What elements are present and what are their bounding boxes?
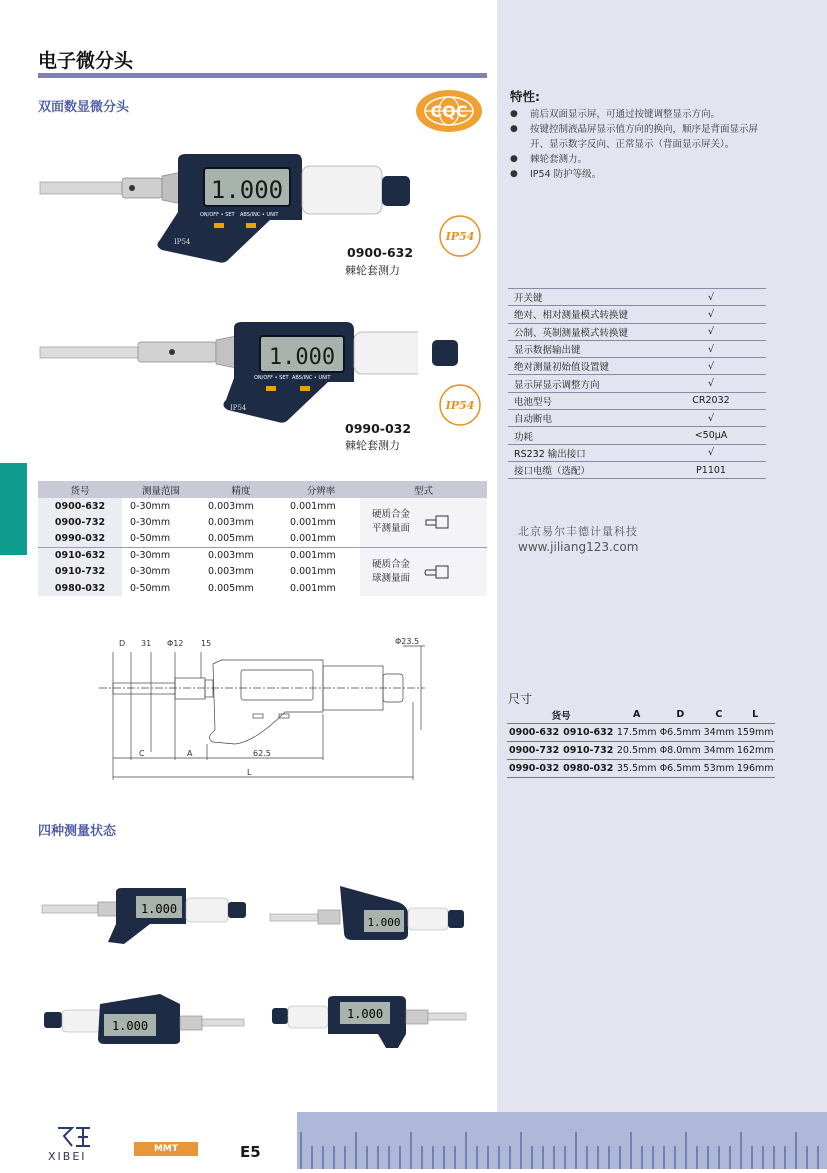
table-row: 0990-032 0-50mm 0.005mm 0.001mm — [38, 530, 487, 547]
table-row: 0900-732 0-30mm 0.003mm 0.001mm — [38, 514, 487, 530]
table-row: 0900-732 0910-732 20.5mm Φ8.0mm 34mm 162mm — [507, 742, 775, 760]
table-row: 0990-032 0980-032 35.5mm Φ6.5mm 53mm 196mm — [507, 760, 775, 778]
spec-row: 功耗 <50μA — [508, 427, 766, 444]
btn-label-1b: ABS/INC • UNIT — [240, 212, 279, 218]
spec-row: 绝对、相对测量模式转换键 √ — [508, 306, 766, 323]
title-rule — [38, 73, 487, 78]
feature-item: ● 棘轮套测力。 — [510, 154, 588, 165]
xibei-logo-icon — [54, 1124, 94, 1150]
dim-label-phi235: Φ23.5 — [395, 637, 420, 646]
small-display-3: 1.000 — [111, 1019, 149, 1033]
page-title: 电子微分头 — [38, 50, 134, 72]
dim-label-phi12: Φ12 — [167, 639, 184, 648]
dim-label-C: C — [139, 749, 145, 758]
type-ball: 硬质合金 球测量面 — [360, 547, 487, 596]
watermark-url: www.jiliang123.com — [518, 540, 639, 554]
state-image-4 — [268, 992, 470, 1050]
xibei-brand: XIBEI — [48, 1150, 87, 1163]
ip54-text-2: IP54 — [445, 399, 475, 412]
feature-item: ● 前后双面显示屏，可通过按键调整显示方向。 — [510, 109, 721, 120]
spec-row: 接口电缆（选配） P1101 — [508, 461, 766, 478]
spec-row: 电池型号 CR2032 — [508, 392, 766, 409]
dim-label-L: L — [247, 768, 252, 777]
dim-label-31: 31 — [141, 639, 152, 648]
features-list — [510, 107, 760, 182]
cqc-logo — [414, 88, 484, 134]
product-2-thimble — [430, 338, 458, 368]
ip-label-2: IP54 — [230, 404, 247, 412]
spec-table — [508, 288, 766, 479]
page-number: E5 — [240, 1143, 261, 1161]
ip-label-1: IP54 — [174, 238, 191, 246]
table-row: 0900-632 0-30mm 0.003mm 0.001mm 硬质合金 平测量面 — [38, 498, 487, 514]
cqc-text: CQC — [430, 102, 468, 121]
spec-row: 显示数据输出键 √ — [508, 340, 766, 357]
dim-label-15: 15 — [201, 639, 212, 648]
dim-label-D: D — [119, 639, 126, 648]
spec-row: 绝对测量初始值设置键 √ — [508, 358, 766, 375]
small-display-2: 1.000 — [367, 916, 401, 929]
small-display-1: 1.000 — [140, 902, 178, 916]
ip54-text-1: IP54 — [445, 230, 475, 243]
spec-row: 开关键 √ — [508, 289, 766, 306]
dimensions-title: 尺寸 — [508, 692, 533, 706]
spec-row: 公制、英制测量模式转换键 √ — [508, 323, 766, 340]
feature-item: ● IP54 防护等级。 — [510, 169, 602, 180]
state-image-3 — [40, 990, 250, 1048]
dim-label-A: A — [187, 749, 193, 758]
table-row: 0910-732 0-30mm 0.003mm 0.001mm — [38, 564, 487, 580]
state-image-2 — [268, 880, 470, 942]
feature-item: ● 按键控制液晶屏显示值方向的换向，顺序是背面显示屏开、显示数字反向、正常显示（背面显示屏关）。 — [510, 124, 759, 150]
table-row: 0910-632 0-30mm 0.003mm 0.001mm 硬质合金 球测量面 — [38, 547, 487, 564]
spec-row: 自动断电 √ — [508, 410, 766, 427]
product-image-2 — [38, 316, 418, 426]
dim-label-625: 62.5 — [253, 749, 271, 758]
footer-ruler — [297, 1112, 827, 1169]
mmt-logo: MMT — [134, 1142, 198, 1156]
dimensions-table — [507, 706, 775, 778]
display-2: 1.000 — [268, 345, 336, 370]
ruler-ticks — [297, 1112, 827, 1169]
dimension-drawing — [95, 630, 435, 790]
watermark-company: 北京易尔丰德计量科技 — [518, 525, 638, 538]
type-flat: 硬质合金 平测量面 — [360, 498, 487, 547]
ball-face-icon — [424, 564, 452, 580]
section-four-states: 四种测量状态 — [38, 824, 117, 839]
btn-label-2b: ABS/INC • UNIT — [292, 375, 331, 381]
btn-label-1a: ON/OFF • SET — [200, 212, 235, 218]
display-1: 1.000 — [210, 176, 284, 204]
ip54-badge-1 — [436, 214, 484, 258]
section-dual-display: 双面数显微分头 — [38, 100, 130, 115]
model-table — [38, 481, 487, 596]
btn-label-2a: ON/OFF • SET — [254, 375, 289, 381]
side-tab — [0, 463, 27, 555]
spec-row: RS232 输出接口 √ — [508, 444, 766, 461]
features-title: 特性: — [510, 89, 540, 104]
spec-row: 显示屏显示调整方向 √ — [508, 375, 766, 392]
table-header: 货号 测量范围 精度 分辨率 型式 — [38, 481, 487, 498]
state-image-1 — [40, 884, 250, 946]
model-2: 0990-032 — [345, 421, 412, 436]
table-row: 0900-632 0910-632 17.5mm Φ6.5mm 34mm 159mm — [507, 724, 775, 742]
table-row: 0980-032 0-50mm 0.005mm 0.001mm — [38, 580, 487, 596]
ip54-badge-2 — [436, 383, 484, 427]
table-header: 货号 A D C L — [551, 709, 759, 722]
small-display-4: 1.000 — [346, 1007, 384, 1021]
model-1: 0900-632 — [347, 245, 414, 260]
flat-face-icon — [424, 514, 452, 530]
model-2-desc: 棘轮套测力 — [345, 439, 400, 452]
model-1-desc: 棘轮套测力 — [345, 264, 400, 277]
